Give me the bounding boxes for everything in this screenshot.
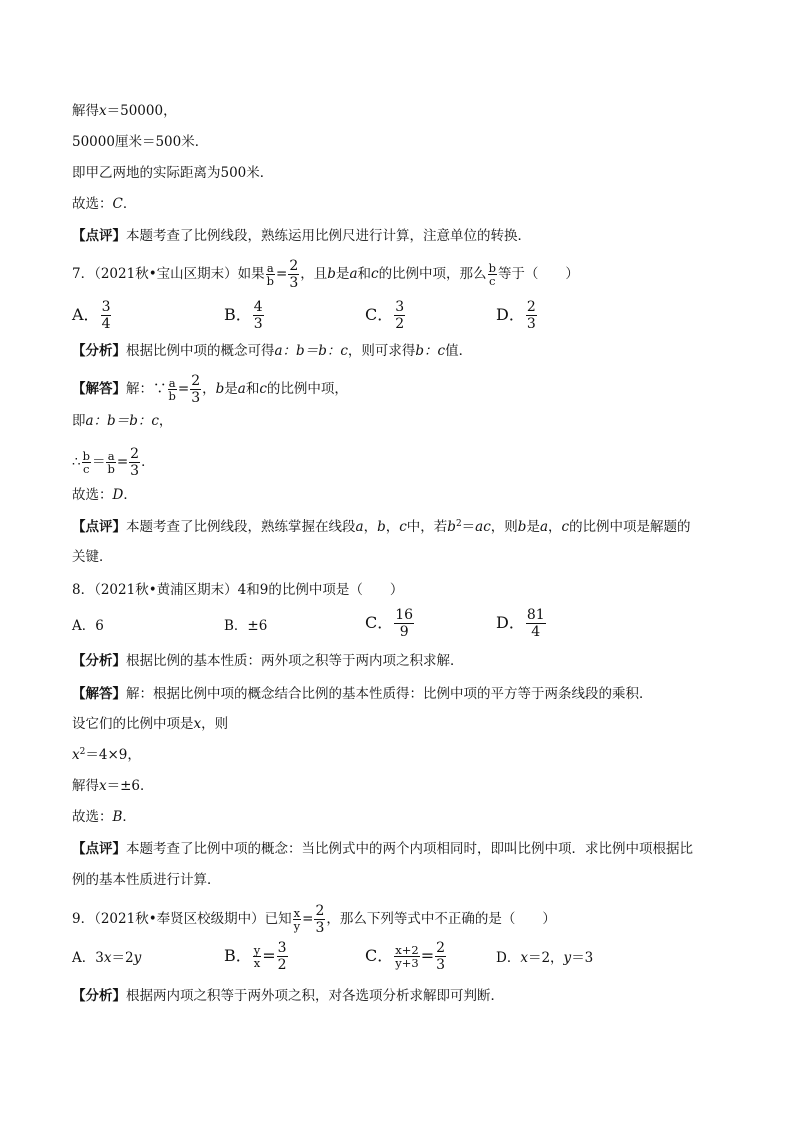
q7-review-cont: 关键． bbox=[72, 549, 113, 565]
fraction: $\frac{81}{4}$ bbox=[526, 607, 545, 640]
q7-option-d: D． $\frac{2}{3}$ bbox=[496, 299, 536, 332]
q8-analysis: 【分析】根据比例的基本性质：两外项之积等于两内项之积求解． bbox=[72, 653, 464, 669]
q8-solution: 【解答】解：根据比例中项的概念结合比例的基本性质得：比例中项的平方等于两条线段的乘积． bbox=[72, 686, 653, 702]
q8-review: 【点评】本题考查了比例中项的概念：当比例式中的两个内项相同时，即叫比例中项．求比例中项根据比 bbox=[72, 841, 693, 857]
fraction: $\frac{3}{2}$ bbox=[395, 299, 405, 332]
q9-option-b: B． $\frac{y}{x}$ = $\frac{3}{2}$ bbox=[224, 940, 287, 973]
fraction: $\frac{a}{b}$ bbox=[107, 449, 115, 476]
fraction: $\frac{x}{y}$ bbox=[293, 906, 301, 933]
fraction: $\frac{b}{c}$ bbox=[488, 261, 496, 288]
q7-review: 【点评】本题考查了比例线段，熟练掌握在线段a，b，c中，若$b^2=ac$，则b是a，c的比例中项是解题的 bbox=[72, 519, 691, 535]
q7-option-b: B． $\frac{4}{3}$ bbox=[224, 299, 263, 332]
solution-line-1: 解得x＝50000， bbox=[72, 103, 177, 119]
q7-analysis: 【分析】根据比例中项的概念可得a：b＝b：c，则可求得b：c值． bbox=[72, 343, 473, 359]
fraction: $\frac{3}{2}$ bbox=[277, 940, 287, 973]
solution-line-3: 即甲乙两地的实际距离为500米． bbox=[72, 165, 274, 181]
q8-option-c: C． $\frac{16}{9}$ bbox=[365, 607, 414, 640]
fraction: $\frac{2}{3}$ bbox=[436, 940, 446, 973]
fraction: $\frac{a}{b}$ bbox=[168, 376, 176, 403]
q8-solution-line-4: 解得x＝±6． bbox=[72, 778, 154, 794]
fraction: $\frac{2}{3}$ bbox=[191, 373, 201, 406]
q9-option-a: A．3x＝2y bbox=[72, 950, 142, 966]
q8-option-d: D． $\frac{81}{4}$ bbox=[496, 607, 545, 640]
solution-line-2: 50000厘米＝500米． bbox=[72, 134, 209, 150]
q7-solution-line-2: 即a：b＝b：c， bbox=[72, 413, 173, 429]
fraction: $\frac{b}{c}$ bbox=[82, 449, 90, 476]
q7-solution: 【解答】解：∵ $\frac{a}{b}$ = $\frac{2}{3}$ ，b是a和c的比例中项， bbox=[72, 373, 348, 406]
q9-option-d: D．x＝2，y＝3 bbox=[496, 950, 594, 966]
q8-solution-line-3: $x^2=4\times 9$， bbox=[72, 747, 141, 763]
q8-option-b: B．±6 bbox=[224, 618, 268, 634]
fraction: $\frac{2}{3}$ bbox=[289, 258, 299, 291]
fraction: $\frac{a}{b}$ bbox=[266, 261, 275, 288]
fraction: $\frac{2}{3}$ bbox=[130, 446, 140, 479]
fraction: $\frac{3}{4}$ bbox=[101, 299, 111, 332]
fraction: $\frac{2}{3}$ bbox=[526, 299, 536, 332]
q8-solution-line-2: 设它们的比例中项是x，则 bbox=[72, 716, 229, 732]
fraction: $\frac{2}{3}$ bbox=[315, 903, 325, 936]
q9-option-c: C． $\frac{x+2}{y+3}$ = $\frac{2}{3}$ bbox=[365, 940, 446, 973]
question-9-stem: 9．（2021秋•奉贤区校级期中）已知 $\frac{x}{y}$ = $\frac{2}{3}$ ，那么下列等式中不正确的是（ ） bbox=[72, 903, 556, 936]
solution-line-4: 故选：C． bbox=[72, 196, 137, 212]
q7-answer: 故选：D． bbox=[72, 487, 137, 503]
question-7-stem: 7．（2021秋•宝山区期末）如果 $\frac{a}{b}$ = $\frac{2}{3}$ ，且b是a和c的比例中项，那么 $\frac{b}{c}$ 等于（ ） bbox=[72, 258, 579, 291]
q8-option-a: A．6 bbox=[72, 618, 104, 634]
question-8-stem: 8．（2021秋•黄浦区期末）4和9的比例中项是（ ） bbox=[72, 582, 404, 598]
fraction: $\frac{4}{3}$ bbox=[253, 299, 263, 332]
fraction: $\frac{16}{9}$ bbox=[395, 607, 414, 640]
q9-analysis: 【分析】根据两内项之积等于两外项之积，对各选项分析求解即可判断． bbox=[72, 988, 504, 1004]
review-line: 【点评】本题考查了比例线段，熟练运用比例尺进行计算，注意单位的转换． bbox=[72, 228, 531, 244]
q7-option-c: C． $\frac{3}{2}$ bbox=[365, 299, 405, 332]
fraction: $\frac{x+2}{y+3}$ bbox=[395, 943, 419, 970]
q8-review-cont: 例的基本性质进行计算． bbox=[72, 872, 221, 888]
q8-answer: 故选：B． bbox=[72, 809, 136, 825]
q7-solution-line-3: ∴ $\frac{b}{c}$ ＝ $\frac{a}{b}$ = $\frac{2}{3}$ ． bbox=[72, 446, 155, 479]
fraction: $\frac{y}{x}$ bbox=[253, 943, 261, 970]
q7-option-a: A． $\frac{3}{4}$ bbox=[72, 299, 111, 332]
